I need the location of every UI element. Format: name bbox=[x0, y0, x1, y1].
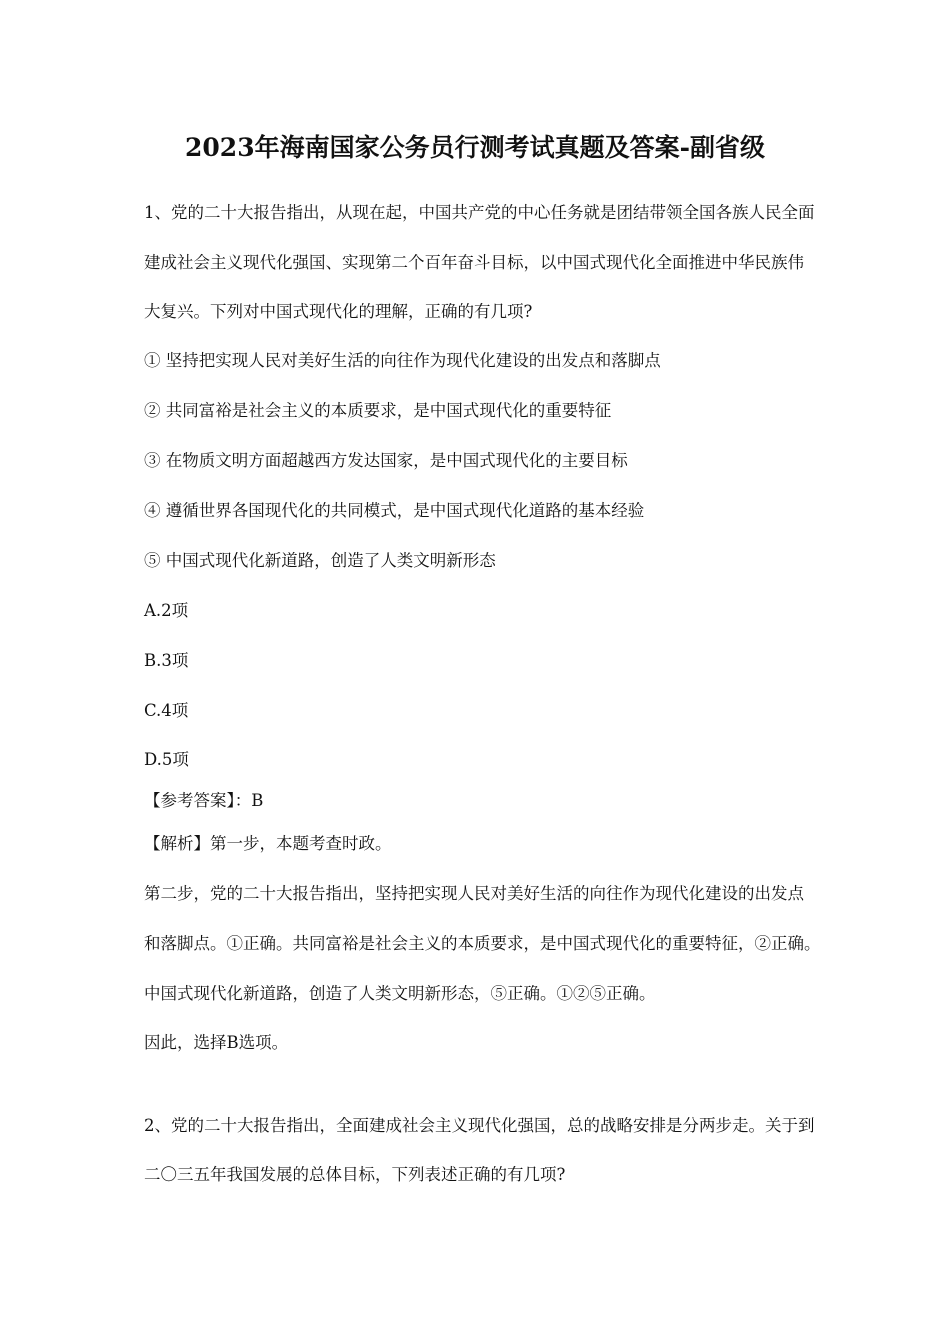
q1-stem-line: 建成社会主义现代化强国、实现第二个百年奋斗目标，以中国式现代化全面推进中华民族伟 bbox=[144, 253, 804, 272]
q2-stem-line: 二〇三五年我国发展的总体目标，下列表述正确的有几项? bbox=[144, 1165, 566, 1184]
q1-analysis-heading: 【解析】第一步，本题考查时政。 bbox=[144, 834, 392, 853]
q1-statement: ② 共同富裕是社会主义的本质要求，是中国式现代化的重要特征 bbox=[144, 401, 612, 420]
q1-statement: ① 坚持把实现人民对美好生活的向往作为现代化建设的出发点和落脚点 bbox=[144, 351, 661, 370]
document-title: 2023年海南国家公务员行测考试真题及答案-副省级 bbox=[185, 133, 765, 162]
q1-option-d: D.5项 bbox=[144, 750, 189, 769]
q1-analysis-line: 和落脚点。①正确。共同富裕是社会主义的本质要求，是中国式现代化的重要特征，②正确。 bbox=[144, 934, 821, 953]
q1-statement: ③ 在物质文明方面超越西方发达国家，是中国式现代化的主要目标 bbox=[144, 451, 628, 470]
q2-stem-line: 2、党的二十大报告指出，全面建成社会主义现代化强国，总的战略安排是分两步走。关于到 bbox=[144, 1116, 815, 1135]
q1-option-c: C.4项 bbox=[144, 701, 189, 720]
q1-statement: ⑤ 中国式现代化新道路，创造了人类文明新形态 bbox=[144, 551, 496, 570]
q1-analysis-line: 第二步，党的二十大报告指出，坚持把实现人民对美好生活的向往作为现代化建设的出发点 bbox=[144, 884, 804, 903]
q1-statement: ④ 遵循世界各国现代化的共同模式，是中国式现代化道路的基本经验 bbox=[144, 501, 645, 520]
q1-stem-line: 1、党的二十大报告指出，从现在起，中国共产党的中心任务就是团结带领全国各族人民全面 bbox=[144, 203, 815, 222]
q1-analysis-conclusion: 因此，选择B选项。 bbox=[144, 1033, 289, 1052]
q1-stem-line: 大复兴。下列对中国式现代化的理解，正确的有几项? bbox=[144, 302, 533, 321]
q1-option-a: A.2项 bbox=[144, 601, 189, 620]
q1-analysis-line: 中国式现代化新道路，创造了人类文明新形态，⑤正确。①②⑤正确。 bbox=[144, 984, 656, 1003]
q1-answer: 【参考答案】：B bbox=[144, 791, 264, 810]
q1-option-b: B.3项 bbox=[144, 651, 189, 670]
